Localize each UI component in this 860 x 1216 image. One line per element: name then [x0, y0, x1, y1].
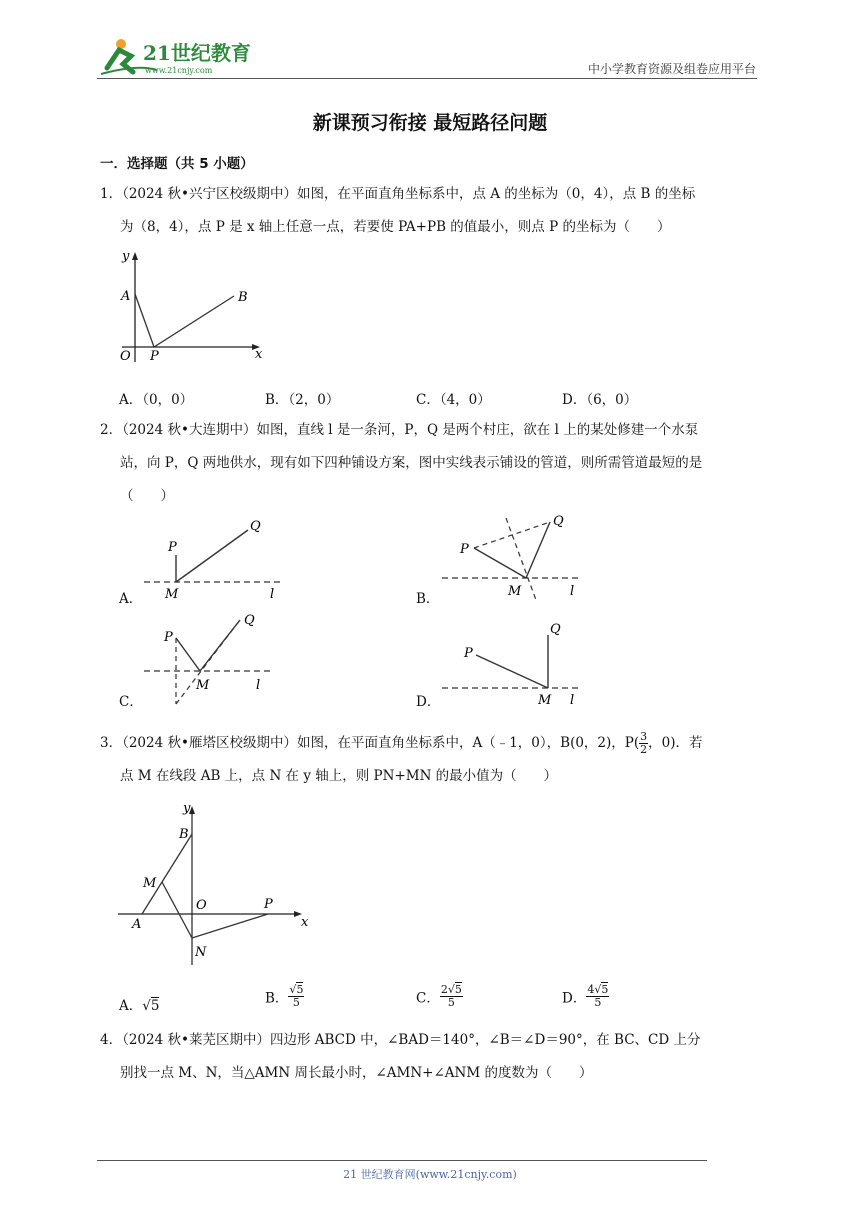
- question-1: 1．（2024 秋•兴宁区校级期中）如图，在平面直角坐标系中，点 A 的坐标为（0，4），点 B 的坐标 为（8，4），点 P 是 x 轴上任意一点，若要使 PA+PB 的值最小，则点 P 的坐标为（ ）: [100, 186, 696, 235]
- question-3: 3．（2024 秋•雁塔区校级期中）如图，在平面直角坐标系中，A（﹣1，0），B(0，2)，P( $\frac{3}{2}$ ，0)．若 点 M 在线段 AB 上，点 N 在 y 轴上，则 PN+MN 的最小值为（ ）: [100, 730, 703, 784]
- question-2: 2．（2024 秋•大连期中）如图，直线 l 是一条河，P，Q 是两个村庄，欲在 l 上的某处修建一个水泵 站，向 P，Q 两地供水，现有如下四种铺设方案，图中实线表示铺设的管道，则所需管道最短的是 （ ）: [100, 422, 703, 504]
- river-label: l: [570, 693, 575, 708]
- point-label: Q: [244, 613, 255, 628]
- point-label: P: [150, 349, 159, 364]
- q2-option-d-label: D．: [416, 694, 441, 710]
- point-label: Q: [550, 622, 561, 637]
- q1-figure: [112, 244, 272, 366]
- point-label: P: [464, 646, 473, 661]
- page-title: 新课预习衔接 最短路径问题: [312, 112, 548, 134]
- q3-option-c: C． $\frac{2√5}{5}$: [416, 983, 462, 1009]
- q2-figure-c: [140, 608, 300, 708]
- point-label: A: [132, 917, 142, 932]
- river-label: l: [570, 584, 575, 599]
- point-label: B: [238, 290, 248, 305]
- point-label: M: [196, 678, 210, 693]
- q3-option-b: B． $\frac{√5}{5}$: [265, 983, 304, 1009]
- point-label: P: [460, 542, 469, 557]
- q3-figure: [112, 800, 322, 965]
- y-axis-label: y: [183, 801, 191, 816]
- point-label: P: [264, 897, 273, 912]
- footer-link[interactable]: 21 世纪教育网(www.21cnjy.com): [343, 1168, 517, 1181]
- point-label: P: [164, 630, 173, 645]
- q2-option-b-label: B．: [416, 591, 440, 607]
- x-axis-label: x: [255, 347, 263, 362]
- y-axis-label: y: [122, 249, 130, 264]
- q2-option-c-label: C．: [119, 694, 143, 710]
- q2-figure-a: [140, 510, 300, 600]
- q2-option-a-label: A．: [119, 591, 143, 607]
- x-axis-label: x: [301, 915, 309, 930]
- section-heading: 一．选择题（共 5 小题）: [100, 156, 254, 172]
- point-label: B: [179, 827, 189, 842]
- svg-text:www.21cnjy.com: www.21cnjy.com: [145, 66, 213, 75]
- point-label: M: [508, 584, 522, 599]
- q3-option-a: A．√5: [119, 998, 160, 1014]
- point-label: A: [121, 289, 131, 304]
- header-divider: [97, 78, 757, 79]
- site-logo: [97, 34, 257, 80]
- footer-divider: [97, 1160, 707, 1161]
- origin-label: O: [196, 898, 207, 913]
- point-label: Q: [250, 519, 261, 534]
- q1-option-b: B．（2，0）: [265, 392, 340, 408]
- point-label: N: [195, 945, 207, 960]
- point-label: M: [538, 693, 552, 708]
- point-label: Q: [553, 514, 564, 529]
- q1-option-d: D．（6，0）: [562, 392, 638, 408]
- runner-logo-icon: [97, 34, 257, 80]
- point-label: M: [165, 587, 179, 600]
- fraction: $\frac{3}{2}$: [640, 730, 648, 756]
- river-label: l: [256, 678, 261, 693]
- q2-figure-b: [440, 508, 590, 603]
- svg-text:21世纪教育: 21世纪教育: [143, 41, 251, 65]
- point-label: P: [168, 540, 177, 555]
- question-4: 4．（2024 秋•莱芜区期中）四边形 ABCD 中，∠BAD＝140°，∠B＝∠D＝90°，在 BC、CD 上分 别找一点 M、N，当△AMN 周长最小时，∠AMN+∠ANM 的度数为（ ）: [100, 1032, 701, 1081]
- origin-label: O: [120, 349, 131, 364]
- q1-option-a: A．（0，0）: [119, 392, 194, 408]
- point-label: M: [143, 876, 157, 891]
- platform-name: 中小学教育资源及组卷应用平台: [587, 62, 756, 76]
- river-label: l: [270, 587, 275, 600]
- q1-option-c: C．（4，0）: [416, 392, 491, 408]
- q3-option-d: D． $\frac{4√5}{5}$: [562, 983, 609, 1009]
- q2-figure-d: [440, 615, 590, 710]
